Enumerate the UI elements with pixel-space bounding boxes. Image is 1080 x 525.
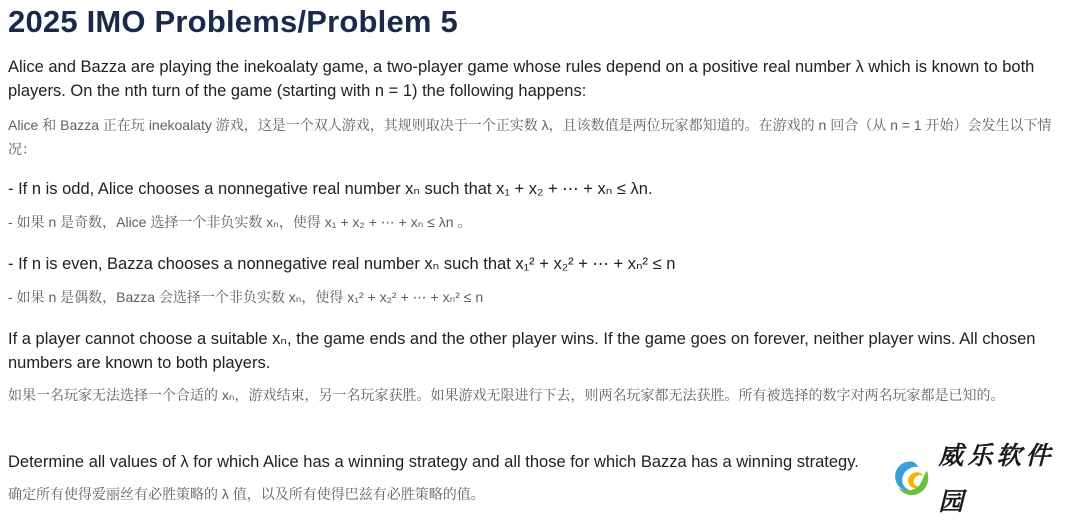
question-english: Determine all values of λ for which Alice has a winning strategy and all those for which Bazza has a winning strategy.	[8, 453, 859, 471]
rule-even-english: - If n is even, Bazza chooses a nonnegative real number xₙ such that x₁² + x₂² + ⋯ + xₙ² ≤ n	[8, 255, 676, 273]
rule-even-chinese: - 如果 n 是偶数，Bazza 会选择一个非负实数 xₙ，使得 x₁² + x₂² + ⋯ + xₙ² ≤ n	[8, 289, 484, 305]
end-rule-english: If a player cannot choose a suitable xₙ, the game ends and the other player wins. If the game goes on forever, neither player wins. All chosen numbers are known to both players.	[8, 330, 1036, 372]
intro-english: Alice and Bazza are playing the inekoalaty game, a two-player game whose rules depend on a positive real number λ which is known to both players. On the nth turn of the game (starting with n = 1) the following happens:	[8, 58, 1035, 100]
watermark-logo	[890, 441, 1072, 516]
rule-odd-chinese: - 如果 n 是奇数，Alice 选择一个非负实数 xₙ，使得 x₁ + x₂ + ⋯ + xₙ ≤ λn 。	[8, 214, 472, 230]
swirl-logo-icon	[890, 456, 932, 502]
page-title: 2025 IMO Problems/Problem 5	[8, 4, 458, 39]
watermark-text: 威乐软件园	[938, 441, 1055, 516]
end-rule-chinese: 如果一名玩家无法选择一个合适的 xₙ，游戏结束，另一名玩家获胜。如果游戏无限进行下去，则两名玩家都无法获胜。所有被选择的数字对两名玩家都是已知的。	[8, 387, 1005, 403]
rule-odd-english: - If n is odd, Alice chooses a nonnegative real number xₙ such that x₁ + x₂ + ⋯ + xₙ ≤ λn.	[8, 180, 653, 198]
intro-chinese: Alice 和 Bazza 正在玩 inekoalaty 游戏，这是一个双人游戏，其规则取决于一个正实数 λ，且该数值是两位玩家都知道的。在游戏的 n 回合（从 n = 1 开始）会发生以下情况：	[8, 117, 1052, 157]
question-chinese: 确定所有使得爱丽丝有必胜策略的 λ 值，以及所有使得巴兹有必胜策略的值。	[8, 486, 485, 502]
